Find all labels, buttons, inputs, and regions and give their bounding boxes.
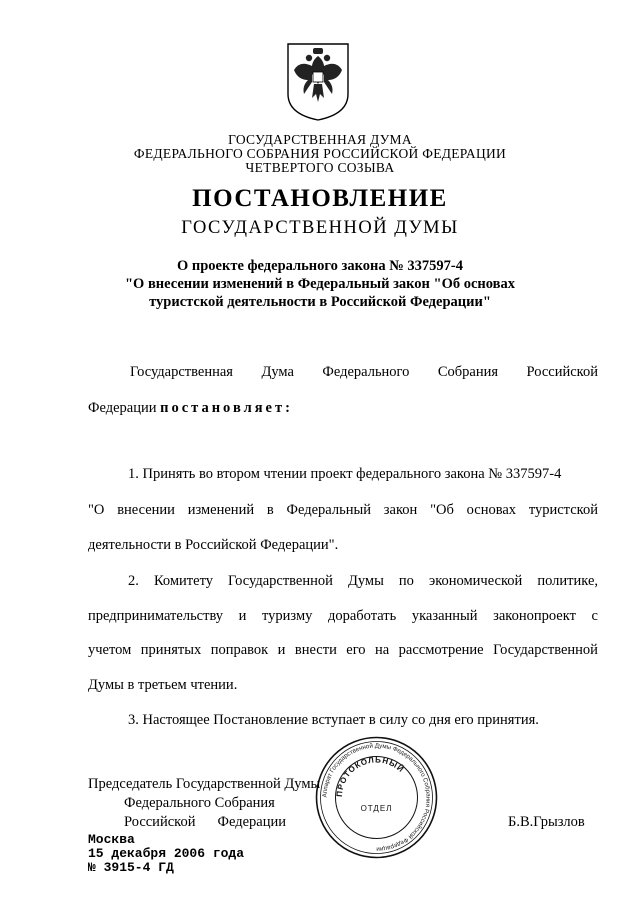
item2-word: учетом — [88, 642, 132, 658]
signature-title-line-3 — [124, 814, 286, 831]
item1-word: Федеральный — [286, 502, 371, 518]
preamble-word: Собрания — [437, 364, 499, 380]
item2-line-2 — [88, 608, 598, 625]
preamble-word: Государственная — [130, 364, 233, 380]
signature-title-line-1: Председатель Государственной Думы — [88, 776, 321, 792]
footer-number: № 3915-4 ГД — [88, 860, 174, 875]
header-line-3: ЧЕТВЕРТОГО СОЗЫВА — [245, 160, 395, 175]
item1-line-2 — [88, 502, 598, 519]
item1-word: закон — [383, 502, 418, 518]
item2-word: внести — [294, 642, 337, 658]
item2-word: с — [591, 608, 598, 624]
subject-line-3: туристской деятельности в Российской Федерации" — [149, 294, 491, 310]
item1-word: туристской — [528, 502, 598, 518]
footer-city: Москва — [88, 832, 135, 847]
header-line-1: ГОСУДАРСТВЕННАЯ ДУМА — [228, 132, 412, 147]
item2-word: принятых — [140, 642, 202, 658]
preamble-word: Федерации — [88, 400, 157, 416]
item1-word: внесении — [117, 502, 175, 518]
footer-date: 15 декабря 2006 года — [88, 846, 245, 861]
stamp-center-text: ОТДЕЛ — [360, 804, 393, 813]
preamble-line-2 — [88, 400, 293, 417]
item2-line-1 — [128, 573, 598, 590]
stamp-inner-text: ПРОТОКОЛЬНЫЙ — [334, 755, 406, 798]
item2-word: законопроект — [493, 608, 576, 624]
item2-word: и — [238, 608, 247, 624]
resolves-word: постановляет: — [160, 400, 293, 416]
item2-word: указанный — [411, 608, 478, 624]
subject-line-2: "О внесении изменений в Федеральный закон "Об основах — [124, 276, 515, 292]
signature-word: Российской — [124, 814, 196, 830]
signatory-name: Б.В.Грызлов — [508, 814, 585, 830]
item2-word: туризму — [262, 608, 313, 624]
item1-word: основах — [466, 502, 517, 518]
preamble-word: Дума — [261, 364, 294, 380]
item1-word: "О — [88, 502, 105, 518]
item2-word: Комитету — [153, 573, 213, 589]
preamble-word: Российской — [526, 364, 598, 380]
item1-word: в — [266, 502, 274, 518]
item1-word: изменений — [187, 502, 255, 518]
document-title: ПОСТАНОВЛЕНИЕ — [192, 185, 448, 212]
item3-line-1: 3. Настоящее Постановление вступает в силу со дня его принятия. — [128, 712, 539, 728]
item2-word: Государственной — [228, 573, 333, 589]
stamp-ring-text: Аппарат Государственной Думы Федерального Собрания Российской Федерации — [321, 742, 432, 853]
item2-word: поправок — [210, 642, 269, 658]
item2-word: предпринимательству — [88, 608, 224, 624]
item2-word: на — [375, 642, 390, 658]
signature-word: Федерации — [217, 814, 286, 830]
item2-word: экономической — [428, 573, 523, 589]
item2-line-4: Думы в третьем чтении. — [88, 677, 238, 693]
svg-text:ПРОТОКОЛЬНЫЙ — [335, 755, 406, 797]
signature-title-line-2: Федерального Собрания — [124, 795, 275, 811]
item2-word: 2. — [128, 573, 139, 589]
item1-line-3: деятельности в Российской Федерации". — [88, 537, 339, 553]
item1-line-1: 1. Принять во втором чтении проект федерального закона № 337597-4 — [128, 466, 562, 482]
subject-line-1: О проекте федерального закона № 337597-4 — [176, 258, 464, 274]
preamble-word: Федерального — [322, 364, 410, 380]
item2-word: Государственной — [493, 642, 598, 658]
header-line-2: ФЕДЕРАЛЬНОГО СОБРАНИЯ РОССИЙСКОЙ ФЕДЕРАЦИИ — [133, 146, 507, 161]
item2-line-3 — [88, 642, 598, 659]
russian-coat-of-arms-icon — [282, 36, 354, 122]
protocol-department-stamp — [314, 735, 439, 860]
item2-word: политике, — [537, 573, 598, 589]
document-subtitle: ГОСУДАРСТВЕННОЙ ДУМЫ — [181, 218, 459, 238]
preamble-line-1 — [130, 364, 598, 381]
item2-word: по — [398, 573, 414, 589]
item2-word: и — [277, 642, 286, 658]
item2-word: Думы — [347, 573, 384, 589]
item1-word: "Об — [430, 502, 454, 518]
item2-word: рассмотрение — [398, 642, 484, 658]
item2-word: доработать — [327, 608, 397, 624]
item2-word: его — [346, 642, 366, 658]
